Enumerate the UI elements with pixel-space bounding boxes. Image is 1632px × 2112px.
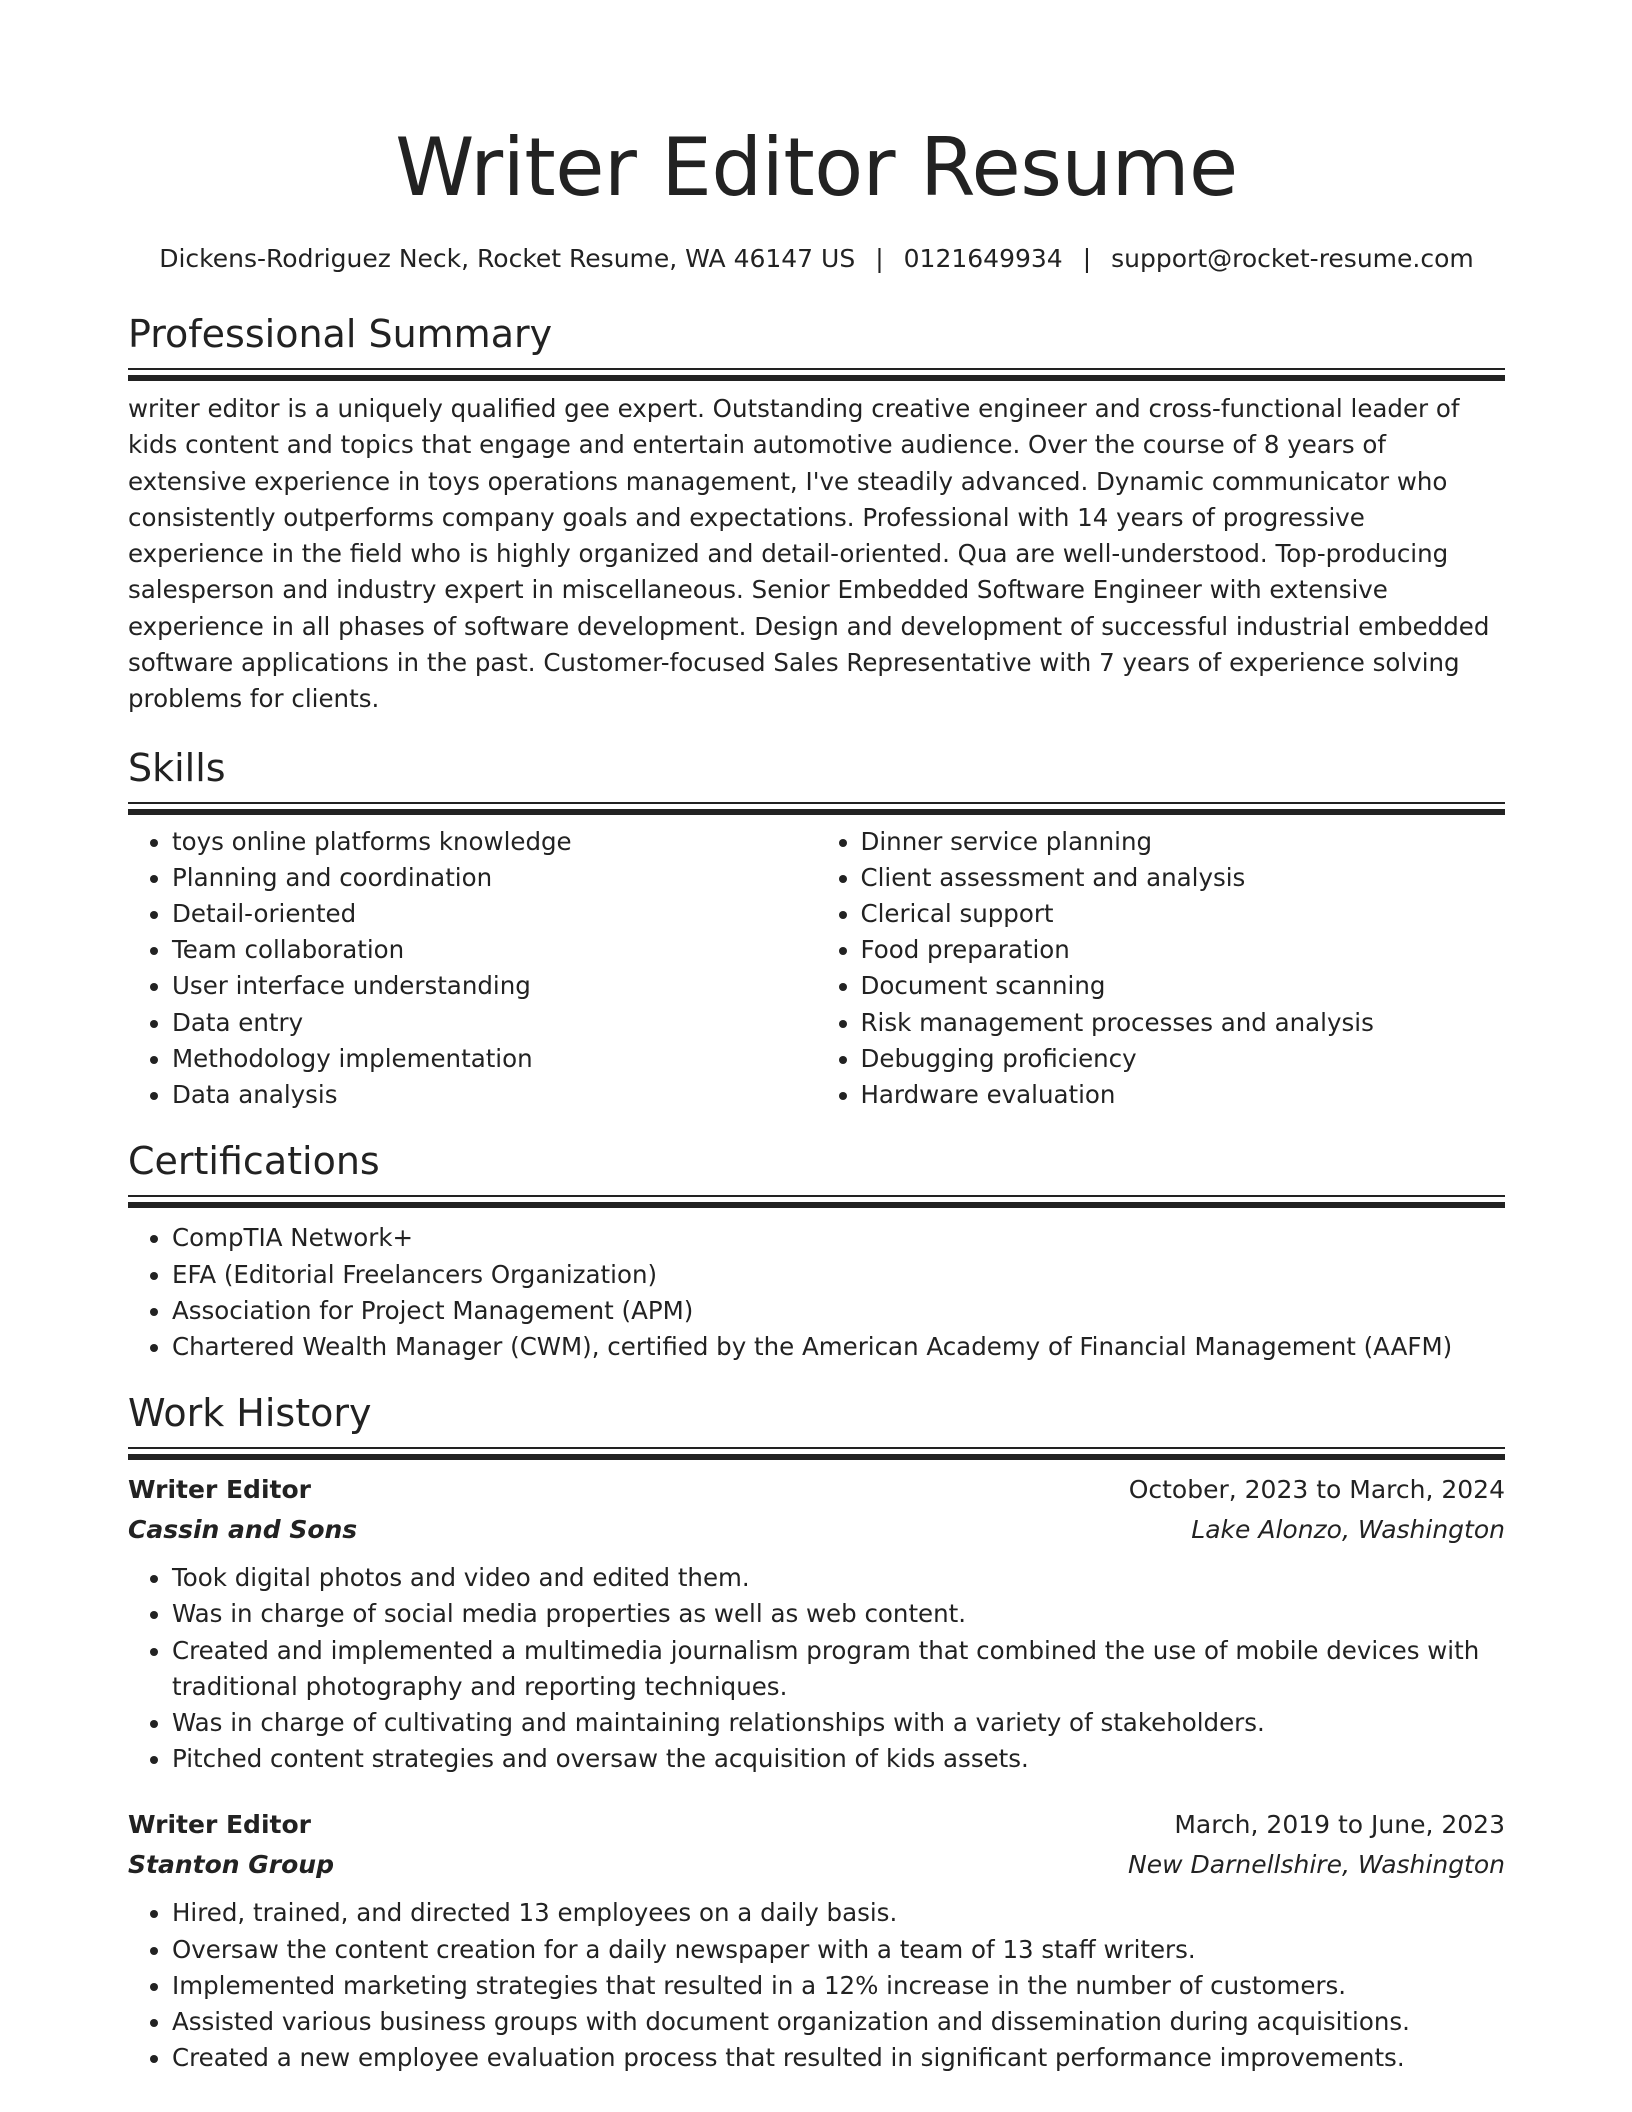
skill-item: • Risk management processes and analysis <box>861 1005 1506 1041</box>
skill-item: • Data analysis <box>172 1077 817 1113</box>
section-divider <box>128 802 1505 813</box>
certification-item: • CompTIA Network+ <box>172 1220 1505 1256</box>
skill-item: • Team collaboration <box>172 932 817 968</box>
job-location: New Darnellshire, Washington <box>1128 1850 1505 1880</box>
skills-list-right <box>817 824 1506 1114</box>
work-history-section <box>128 1389 1505 2076</box>
certification-item: • EFA (Editorial Freelancers Organization) <box>172 1257 1505 1293</box>
job-bullet: • Created and implemented a multimedia journalism program that combined the use of mobile devices with traditional photography and reporting techniques. <box>172 1633 1505 1705</box>
job-bullet: • Oversaw the content creation for a daily newspaper with a team of 13 staff writers. <box>172 1932 1505 1968</box>
summary-heading: Professional Summary <box>128 312 553 356</box>
skills-list-left <box>128 824 817 1114</box>
skill-item: • Food preparation <box>861 932 1506 968</box>
summary-text: writer editor is a uniquely qualified gee expert. Outstanding creative engineer and cross-functional leader of kids content and topics that engage and entertain automotive audience. Over the course of 8 years of extensive experience in toys operations management, I've steadily advanced. Dynamic communicator who consistently outperforms company goals and expectations. Professional with 14 years of progressive experience in the field who is highly organized and detail-oriented. Qua are well-understood. Top-producing salesperson and industry expert in miscellaneous. Senior Embedded Software Engineer with extensive experience in all phases of software development. Design and development of successful industrial embedded software applications in the past. Customer-focused Sales Representative with 7 years of experience solving problems for clients. <box>128 394 1490 714</box>
certification-item: • Chartered Wealth Manager (CWM), certified by the American Academy of Financial Management (AAFM) <box>172 1329 1505 1365</box>
job-company-row <box>128 1845 1505 1885</box>
skill-item: • Debugging proficiency <box>861 1041 1506 1077</box>
resume-title: Writer Editor Resume <box>395 121 1238 214</box>
contact-separator: | <box>875 244 884 273</box>
job-company: Cassin and Sons <box>128 1515 358 1545</box>
job-entry <box>128 1470 1505 1777</box>
section-divider <box>128 368 1505 379</box>
job-bullet: • Took digital photos and video and edited them. <box>172 1560 1505 1596</box>
certifications-section <box>128 1137 1505 1365</box>
job-bullet: • Created a new employee evaluation process that resulted in significant performance improvements. <box>172 2040 1505 2076</box>
job-dates: October, 2023 to March, 2024 <box>1128 1475 1505 1505</box>
job-bullet: • Implemented marketing strategies that resulted in a 12% increase in the number of customers. <box>172 1968 1505 2004</box>
section-divider <box>128 1195 1505 1206</box>
skill-item: • Methodology implementation <box>172 1041 817 1077</box>
skills-heading: Skills <box>128 745 226 790</box>
skill-item: • Planning and coordination <box>172 860 817 896</box>
contact-line <box>128 242 1505 276</box>
skill-item: • Clerical support <box>861 896 1506 932</box>
job-entry <box>128 1805 1505 2076</box>
job-bullet: • Was in charge of cultivating and maintaining relationships with a variety of stakeholders. <box>172 1705 1505 1741</box>
job-bullets <box>128 1895 1505 2076</box>
job-title: Writer Editor <box>128 1810 311 1840</box>
job-company-row <box>128 1510 1505 1550</box>
certifications-list <box>128 1220 1505 1365</box>
skill-item: • Client assessment and analysis <box>861 860 1506 896</box>
skill-item: • Document scanning <box>861 968 1506 1004</box>
contact-separator: | <box>1082 244 1092 273</box>
summary-section <box>128 310 1505 718</box>
contact-phone: 0121649934 <box>903 244 1063 273</box>
skills-grid <box>128 824 1505 1114</box>
job-company: Stanton Group <box>128 1850 334 1880</box>
job-bullet: • Was in charge of social media properties as well as web content. <box>172 1596 1505 1632</box>
skill-item: • Data entry <box>172 1005 817 1041</box>
section-divider <box>128 1447 1505 1458</box>
job-location: Lake Alonzo, Washington <box>1191 1515 1505 1545</box>
job-title: Writer Editor <box>128 1475 311 1505</box>
job-bullets <box>128 1560 1505 1777</box>
contact-email: support@rocket-resume.com <box>1111 244 1474 273</box>
certification-item: • Association for Project Management (APM) <box>172 1293 1505 1329</box>
skill-item: • Hardware evaluation <box>861 1077 1506 1113</box>
skill-item: • Dinner service planning <box>861 824 1506 860</box>
work-history-heading: Work History <box>128 1391 372 1436</box>
skill-item: • toys online platforms knowledge <box>172 824 817 860</box>
skill-item: • Detail-oriented <box>172 896 817 932</box>
job-bullet: • Pitched content strategies and oversaw the acquisition of kids assets. <box>172 1741 1505 1777</box>
job-header-row <box>128 1470 1505 1510</box>
contact-address: Dickens-Rodriguez Neck, Rocket Resume, WA 46147 US <box>159 244 856 273</box>
job-dates: March, 2019 to June, 2023 <box>1174 1810 1505 1840</box>
job-bullet: • Assisted various business groups with document organization and dissemination during acquisitions. <box>172 2004 1505 2040</box>
resume-page <box>128 0 1505 2076</box>
job-bullet: • Hired, trained, and directed 13 employees on a daily basis. <box>172 1895 1505 1931</box>
skill-item: • User interface understanding <box>172 968 817 1004</box>
skills-section <box>128 744 1505 1114</box>
certifications-heading: Certifications <box>128 1139 380 1184</box>
job-header-row <box>128 1805 1505 1845</box>
